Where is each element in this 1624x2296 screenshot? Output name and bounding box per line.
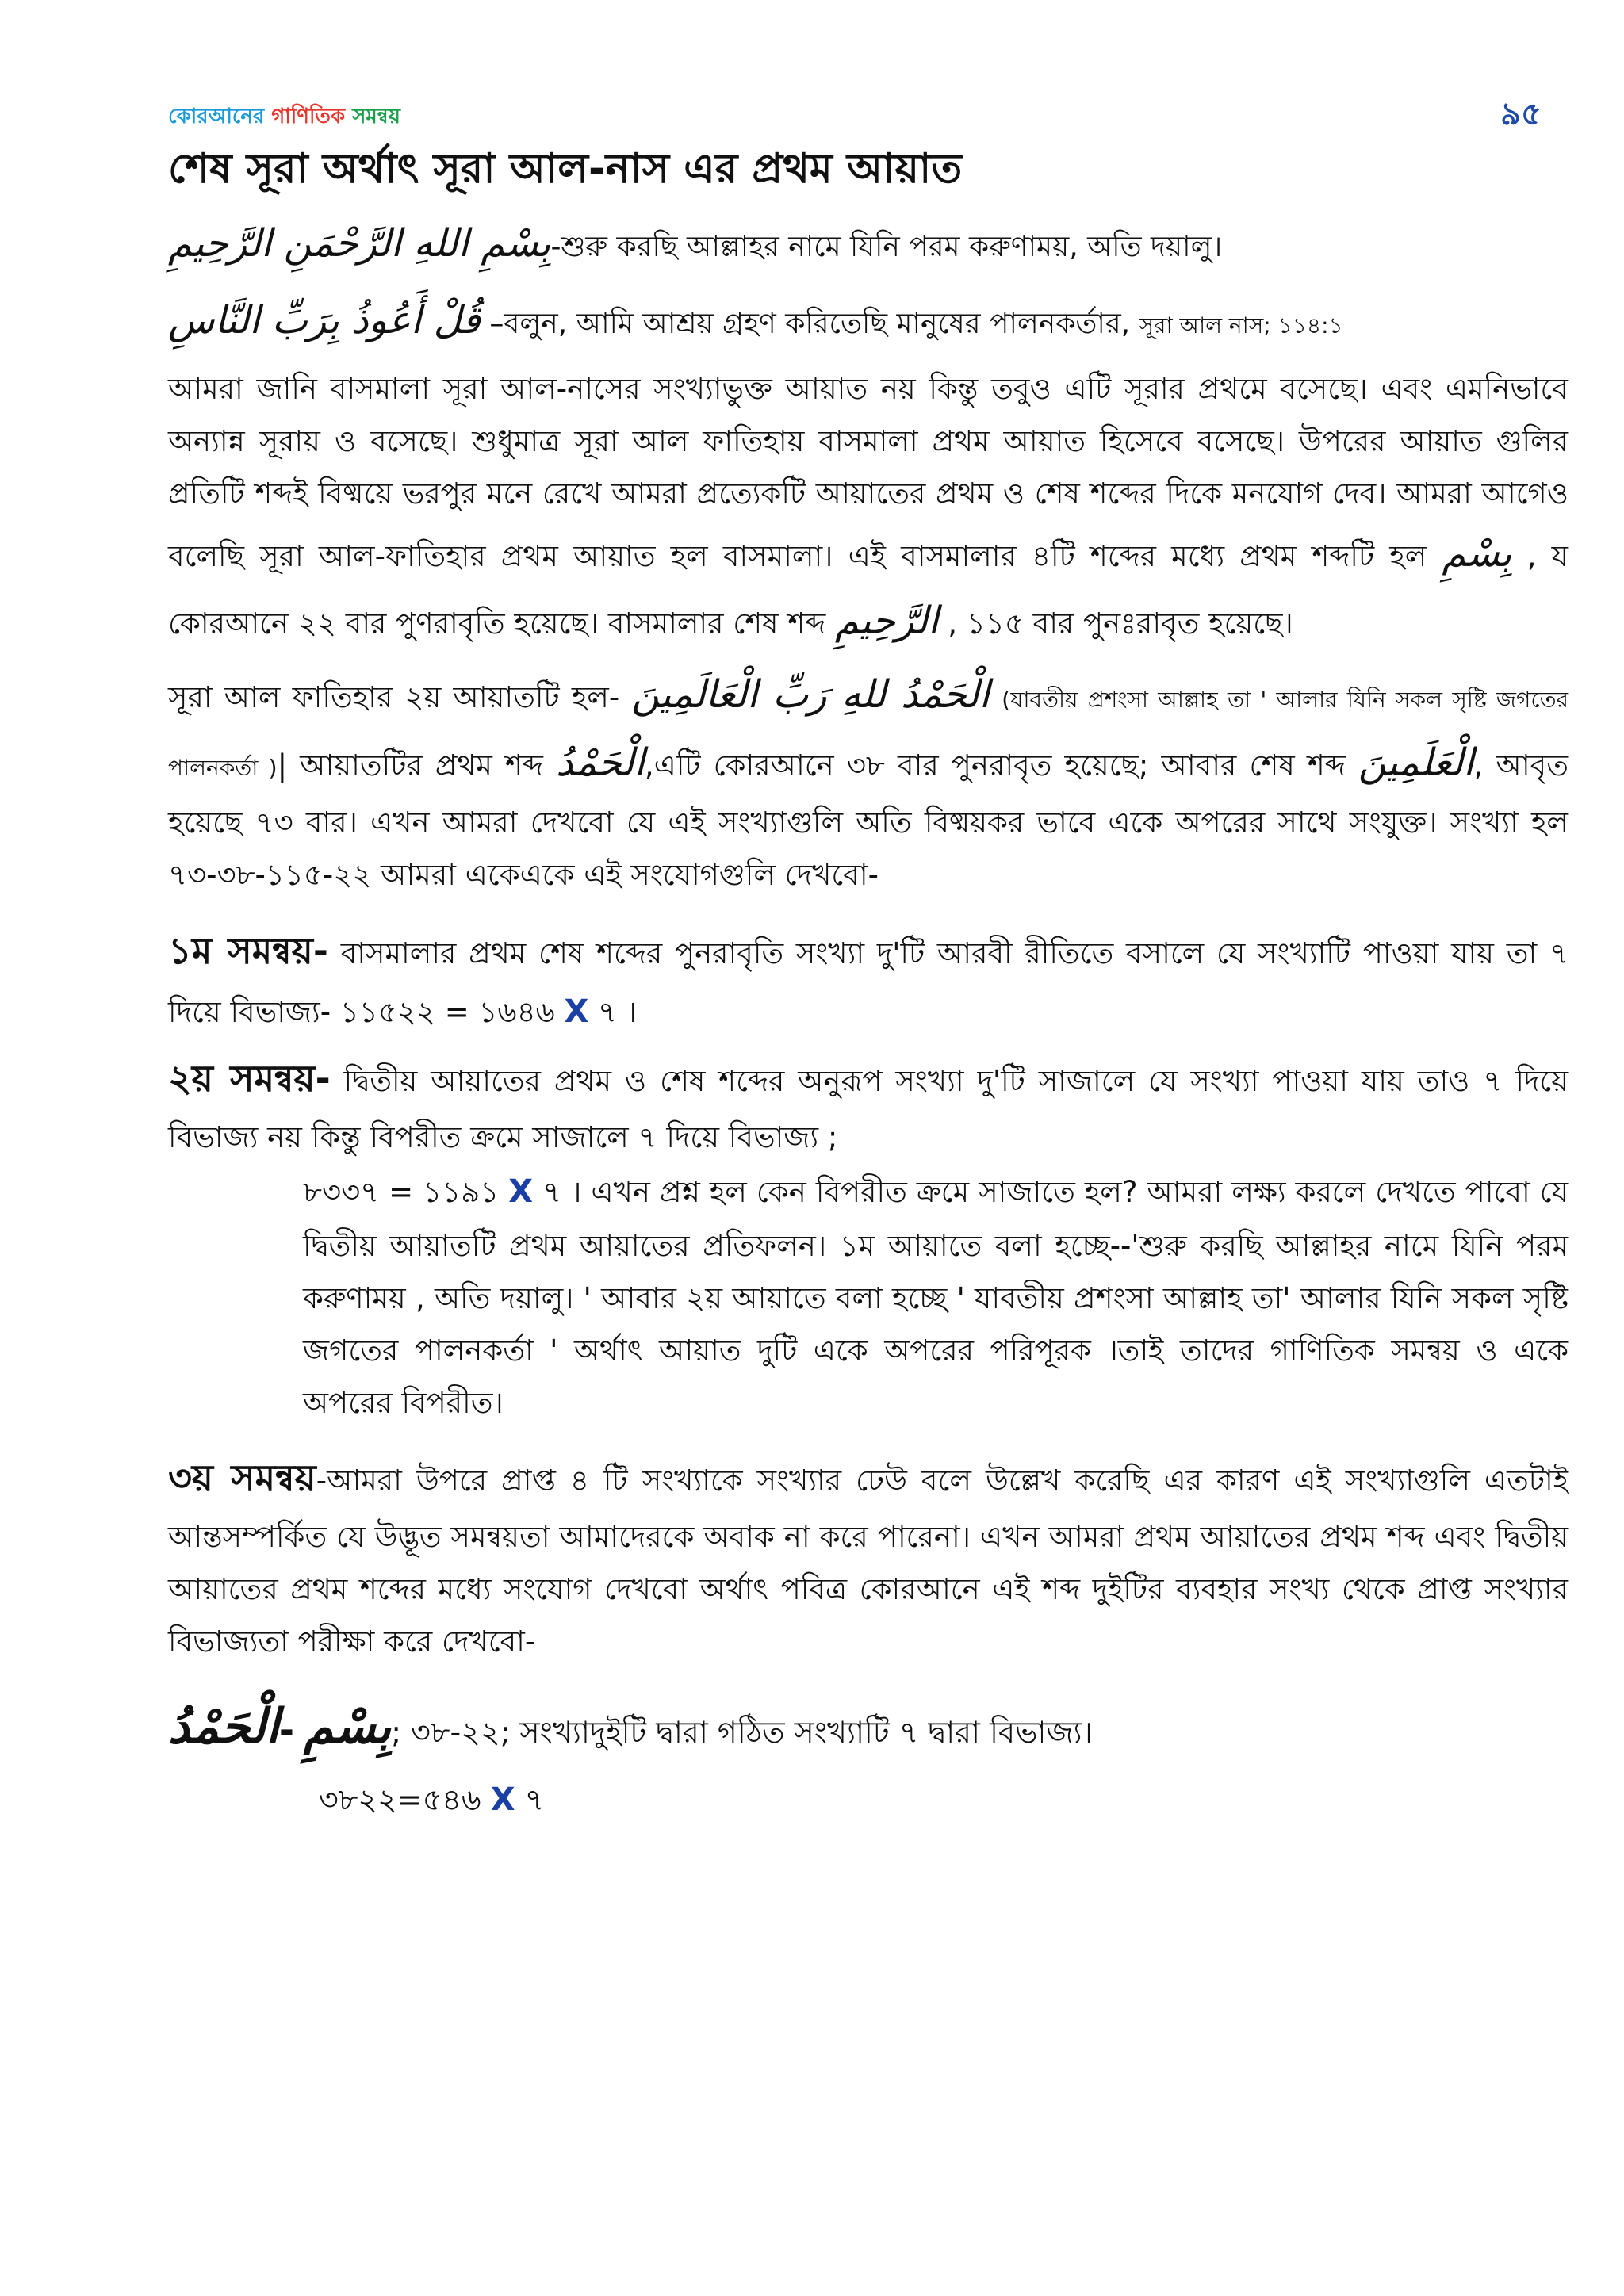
ayah-nas-line	[168, 285, 1568, 357]
arabic-hamd: الْحَمْدُ	[556, 740, 645, 785]
para2-text-a: সূরা আল ফাতিহার ২য় আয়াতটি হল-	[168, 680, 620, 715]
para1-text-c: , ১১৫ বার পুনঃরাবৃত হয়েছে।	[938, 606, 1293, 641]
para2-text-c: ,এটি কোরআনে ৩৮ বার পুনরাবৃত হয়েছে; আবার শেষ শব্দ	[644, 748, 1358, 783]
s1-heading: ১ম সমন্বয়-	[168, 929, 328, 973]
arabic-hamd-ayah: الْحَمْدُ للهِ رَبِّ الْعَالَمِينَ	[631, 672, 990, 718]
arabic-hamd-large: الْحَمْدُ	[168, 1698, 279, 1755]
section-samanvay-2	[168, 1047, 1568, 1429]
running-title-part1: কোরআনের	[168, 105, 265, 128]
final-times-sign: X	[490, 1781, 515, 1818]
s2-equation: ৮৩৩৭ = ১১৯১	[303, 1174, 509, 1209]
s1-times-sign: X	[564, 993, 589, 1030]
s2-block	[168, 1164, 1568, 1429]
arabic-bism: بِسْمِ	[1442, 530, 1512, 576]
s2-eq-tail: ৭ ।	[533, 1174, 582, 1209]
surah-reference: সূরা আল নাস; ১১৪:১	[1139, 312, 1343, 339]
nas-translation: –বলুন, আমি আশ্রয় গ্রহণ করিতেছি মানুষের পালনকর্তার,	[480, 307, 1131, 340]
para2-text-d: , আবৃত হয়েছে ৭৩ বার। এখন আমরা দেখবো যে এই সংখ্যাগুলি অতি বিষ্ময়কর ভাবে একে অপরের সাথে সংযুক্ত। সংখ্যা হল ৭৩-৩৮-১১৫-২২ আমরা একেএকে এই সংযোগগুলি দেখবো-	[168, 748, 1568, 893]
section-samanvay-3	[168, 1446, 1568, 1667]
running-title-part3: সমন্বয়	[352, 105, 400, 128]
final-eq-tail: ৭	[515, 1781, 545, 1817]
para1-text-b: , য কোরআনে ২২ বার পুণরাবৃতি হয়েছে। বাসমালার শেষ শব্দ	[168, 538, 1568, 641]
arabic-alamin: الْعَلَمِينَ	[1358, 740, 1474, 785]
running-title	[168, 100, 400, 135]
para2-text-b: | আয়াতটির প্রথম শব্দ	[277, 748, 557, 783]
final-line	[168, 1679, 1568, 1774]
running-title-part2: গাণিতিক	[271, 105, 346, 128]
final-text: ; ৩৮-২২; সংখ্যাদুইটি দ্বারা গঠিত সংখ্যাটি ৭ দ্বারা বিভাজ্য।	[391, 1714, 1094, 1750]
arabic-bism-large: بِسْمِ	[304, 1698, 392, 1755]
s1-text: বাসমালার প্রথম শেষ শব্দের পুনরাবৃতি সংখ্যা দু'টি আরবী রীতিতে বসালে যে সংখ্যাটি পাওয়া যায় তা ৭ দিয়ে বিভাজ্য- ১১৫২২ = ১৬৪৬	[168, 936, 1568, 1029]
s2-times-sign: X	[508, 1173, 534, 1210]
para1-text-a: আমরা জানি বাসমালা সূরা আল-নাসের সংখ্যাভুক্ত আয়াত নয় কিন্তু তবুও এটি সূরার প্রথমে বসেছে। এবং এমনিভাবে অন্যান্ন সূরায় ও বসেছে। শুধুমাত্র সূরা আল ফাতিহায় বাসমালা প্রথম আয়াত হিসেবে বসেছে। উপরের আয়াত গুলির প্রতিটি শব্দই বিষ্ময়ে ভরপুর মনে রেখে আমরা প্রত্যেকটি আয়াতের প্রথম ও শেষ শব্দের দিকে মনযোগ দেব। আমরা আগেও বলেছি সূরা আল-ফাতিহার প্রথম আয়াত হল বাসমালা। এই বাসমালার ৪টি শব্দের মধ্যে প্রথম শব্দটি হল	[168, 371, 1568, 573]
page-title: শেষ সূরা অর্থাৎ সূরা আল-নাস এর প্রথম আয়াত	[168, 145, 963, 193]
s3-text: -আমরা উপরে প্রাপ্ত ৪ টি সংখ্যাকে সংখ্যার ঢেউ বলে উল্লেখ করেছি এর কারণ এই সংখ্যাগুলি এতটাই আন্তসম্পর্কিত যে উদ্ভূত সমন্বয়তা আমাদেরকে অবাক না করে পারেনা। এখন আমরা প্রথম আয়াতের প্রথম শব্দ এবং দ্বিতীয় আয়াতের প্রথম শব্দের মধ্যে সংযোগ দেখবো অর্থাৎ পবিত্র কোরআনে এই শব্দ দুইটির ব্যবহার সংখ্য থেকে প্রাপ্ত সংখ্যার বিভাজ্যতা পরীক্ষা করে দেখবো-	[168, 1464, 1568, 1659]
page-content	[168, 136, 1568, 1825]
s3-heading: ৩য় সমন্বয়	[168, 1456, 316, 1500]
ayah-basmala-line	[168, 208, 1568, 280]
basmala-translation: -শুরু করছি আল্লাহর নামে যিনি পরম করুণাময়, অতি দয়ালু।	[550, 230, 1223, 263]
s1-tail: ৭ ।	[588, 994, 638, 1029]
s2-text2: এখন প্রশ্ন হল কেন বিপরীত ক্রমে সাজাতে হল? আমরা লক্ষ্য করলে দেখতে পাবো যে দ্বিতীয় আয়াতটি প্রথম আয়াতের প্রতিফলন। ১ম আয়াতে বলা হচ্ছে--'শুরু করছি আল্লাহর নামে যিনি পরম করুণাময় , অতি দয়ালু। ' আবার ২য় আয়াতে বলা হচ্ছে ' যাবতীয় প্রশংসা আল্লাহ তা' আলার যিনি সকল সৃষ্টি জগতের পালনকর্তা ' অর্থাৎ আয়াত দুটি একে অপরের পরিপূরক ।তাই তাদের গাণিতিক সমন্বয় ও একে অপরের বিপরীত।	[303, 1174, 1569, 1420]
page-number: ৯৫	[1500, 96, 1542, 132]
page-header	[168, 89, 1568, 136]
paragraph-basmala	[168, 363, 1568, 655]
arabic-basmala: بِسْمِ اللهِ الرَّحْمَنِ الرَّحِيمِ	[168, 220, 551, 266]
final-equation	[168, 1774, 1568, 1825]
paragraph-fatiha-ayah2	[168, 661, 1568, 901]
s2-text: দ্বিতীয় আয়াতের প্রথম ও শেষ শব্দের অনুরূপ সংখ্যা দু'টি সাজালে যে সংখ্যা পাওয়া যায় তাও ৭ দিয়ে বিভাজ্য নয় কিন্তু বিপরীত ক্রমে সাজালে ৭ দিয়ে বিভাজ্য ;	[168, 1064, 1569, 1154]
final-dash: -	[278, 1708, 294, 1751]
s2-heading: ২য় সমন্বয়-	[168, 1057, 331, 1100]
para2-meaning: (যাবতীয় প্রশংসা আল্লাহ তা ' আলার যিনি সকল সৃষ্টি জগতের পালনকর্তা )	[168, 687, 1568, 781]
section-samanvay-1	[168, 919, 1568, 1040]
arabic-nas-ayah: قُلْ أَعُوذُ بِرَبِّ النَّاسِ	[168, 297, 481, 342]
final-eq-text: ৩৮২২=৫৪৬	[319, 1781, 491, 1817]
arabic-rahim: الرَّحِيمِ	[834, 598, 939, 643]
